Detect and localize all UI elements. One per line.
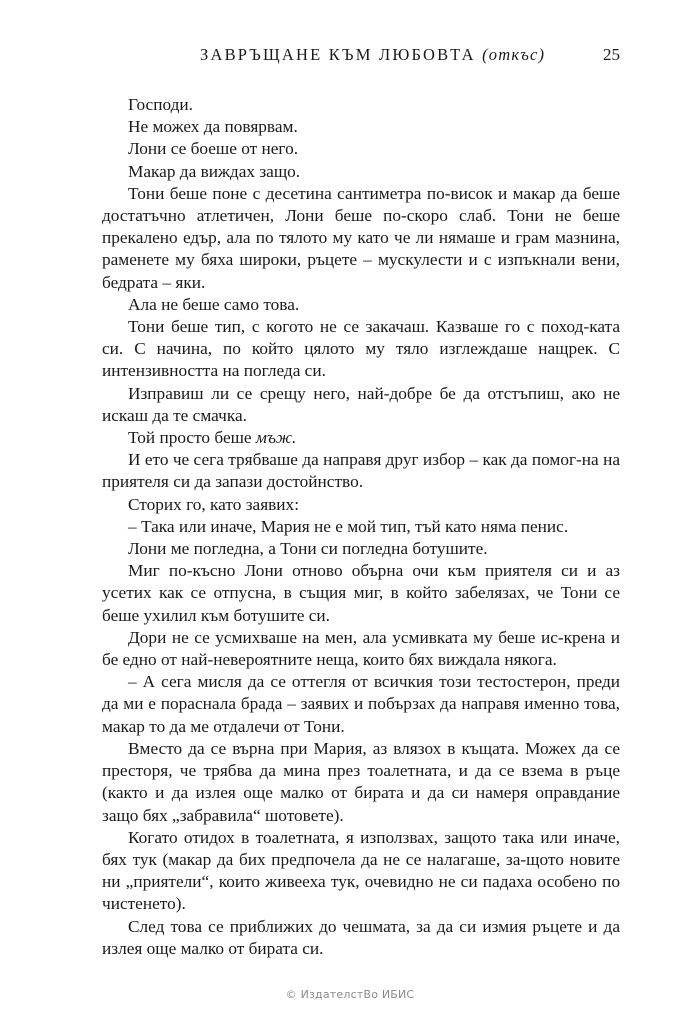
- paragraph: Вместо да се върна при Мария, аз влязох в къщата. Можех да се престоря, че трябва да мина през тоалетната, и да се взема в ръце (както и да излея още малко от бирата и да си намеря оправдание защо бях „забравила“ шотовете).: [102, 738, 620, 825]
- paragraph-text: Той просто беше: [128, 428, 252, 448]
- paragraph: Тони беше тип, с когото не се закачаш. Казваше го с поход-ката си. С начина, по който цялото му тяло изглеждаше нащрек. С интензивността на погледа си.: [102, 317, 620, 381]
- body-text: [102, 94, 620, 960]
- paragraph: Тони беше поне с десетина сантиметра по-висок и макар да беше достатъчно атлетичен, Лони беше по-скоро слаб. Тони не беше прекалено едър, ала по тялото му като че ли нямаше и грам мазнина, раменете му бяха широки, ръцете – мускулести и с изпъкнали вени, бедрата – яки.: [102, 183, 620, 292]
- running-header: [118, 45, 620, 71]
- paragraph: Изправиш ли се срещу него, най-добре бе да отстъпиш, ако не искаш да те смачка.: [102, 383, 620, 425]
- paragraph: – А сега мисля да се оттегля от всичкия този тестостерон, преди да ми е пораснала брада – заявих и побързах да направя именно това, макар то да ме отдалечи от Тони.: [102, 672, 620, 736]
- publisher-watermark: © ИздателстВо ИБИС: [285, 988, 415, 1001]
- paragraph: Ала не беше само това.: [128, 294, 300, 314]
- paragraph: След това се приближих до чешмата, за да си измия ръцете и да излея още малко от бирата си.: [102, 916, 620, 958]
- paragraph: Дори не се усмихваше на мен, ала усмивката му беше ис-крена и бе едно от най-невероятните неща, които бях виждала някога.: [102, 627, 620, 670]
- emphasis-word: мъж.: [255, 428, 297, 448]
- paragraph: Господи.: [128, 95, 193, 114]
- paragraph: Сторих го, като заявих:: [128, 494, 299, 514]
- paragraph: Макар да виждах защо.: [128, 161, 301, 181]
- paragraph: Лони ме погледна, а Тони си погледна ботушите.: [128, 539, 488, 559]
- paragraph: И ето че сега трябваше да направя друг избор – как да помог-на на приятеля си да запази достойнство.: [102, 450, 620, 492]
- page-number: 25: [603, 45, 620, 64]
- paragraph: Не можех да повярвам.: [128, 117, 298, 137]
- book-title: [200, 45, 545, 65]
- paragraph: – Така или иначе, Мария не е мой тип, тъй като няма пенис.: [128, 516, 569, 536]
- paragraph: Лони се боеше от него.: [128, 139, 299, 159]
- paragraph: Когато отидох в тоалетната, я използвах, защото така или иначе, бях тук (макар да бих предпочела да не се налагаше, за-щото новите ни „приятели“, които живееха тук, очевидно не си падаха особено по чистенето).: [102, 827, 620, 914]
- book-title-text: ЗАВРЪЩАНЕ КЪМ ЛЮБОВТА: [200, 45, 476, 64]
- paragraph: Миг по-късно Лони отново обърна очи към приятеля си и аз усетих как се отпусна, в същия миг, в който забелязах, че Тони се беше ухилил към ботушите си.: [102, 561, 620, 625]
- paragraph: [102, 427, 620, 449]
- excerpt-label: (откъс): [482, 45, 546, 64]
